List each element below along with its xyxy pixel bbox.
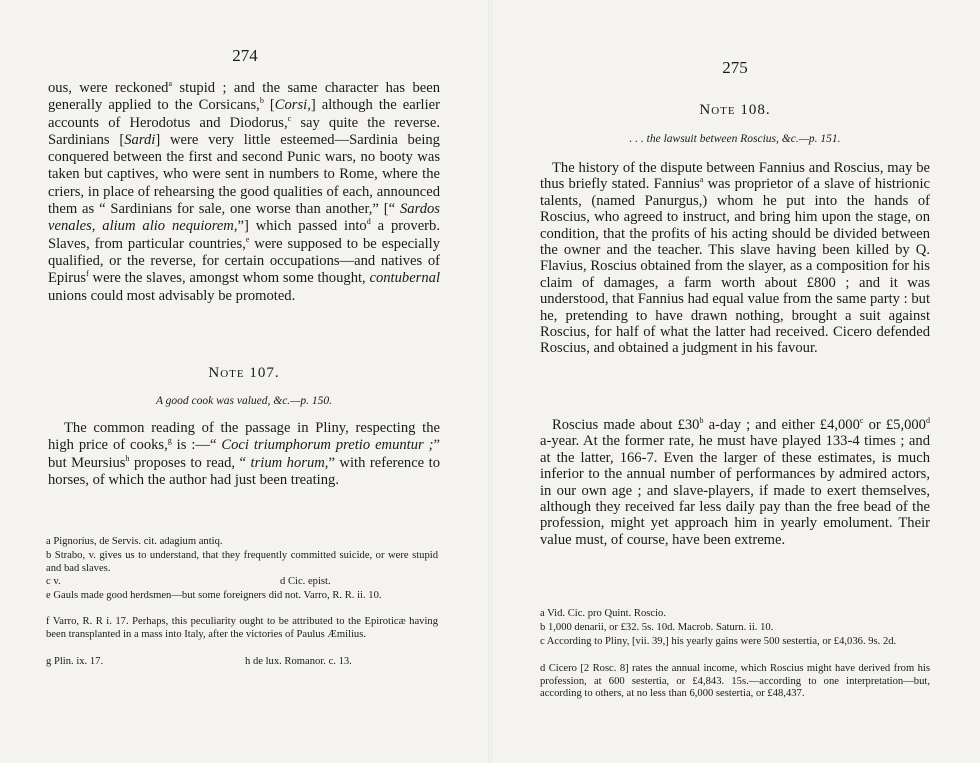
page-number: 274: [232, 46, 258, 65]
footnote-c: c According to Pliny, [vii. 39,] his yearly gains were 500 sestertia, or £4,036. 9s. 2d.: [540, 636, 897, 647]
footnote-d: d Cicero [2 Rosc. 8] rates the annual income, which Roscius might have derived from his profession, at 600 sestertia, or £4,843. 15s.—according to one interpretation—but, according to others, at no less than 6,000 sestertia, or £48,437.: [540, 663, 930, 700]
footnote-b: b 1,000 denarii, or £32. 5s. 10d. Macrob. Saturn. ii. 10.: [540, 622, 774, 633]
footnote-c: c v.: [46, 576, 61, 587]
right-page: [490, 0, 980, 763]
footnote-e: e Gauls made good herdsmen—but some foreigners did not. Varro, R. R. ii. 10.: [46, 590, 382, 601]
footnote-d: d Cic. epist.: [280, 576, 331, 587]
note-paragraph-2: Roscius made about £30$^b$ a-day ; and either £4,000$^c$ or £5,000$^d$ a-year. At the former rate, he must have played 133-4 times ; and at the latter, 166-7. Even the larger of these estimates, is much inferior to the annual number of performances by admired actors, in our own age ; and slave-players, if made to exert themselves, although they received far less daily pay than the free bead of the profession, might yet approach him in yearly emolument. Their value must, of course, have been extreme.: [540, 416, 930, 548]
footnote-a: a Pignorius, de Servis. cit. adagium antiq.: [46, 536, 223, 547]
note-title: Note 108.: [699, 102, 771, 118]
note-reference: . . . the lawsuit between Roscius, &c.—p. 151.: [629, 133, 841, 145]
continuation-text: ous, were reckoned$^a$ stupid ; and the same character has been generally applied to the Corsicans,$^b$ [Corsi,] although the earlier accounts of Herodotus and Diodorus,$^c$ say quite the reverse. Sardinians [Sardi] were very little esteemed—Sardinia being conquered between the first and second Punic wars, no booty was taken but captives, who were sent in numbers to Rome, where the criers, in place of rehearsing the good qualities of each, announced them as “ Sardinians for sale, one worse than another,” [“ Sardos venales, alium alio nequiorem,”] which passed into$^d$ a proverb. Slaves, from particular countries,$^e$ were supposed to be especially qualified, or the reverse, for certain occupations—and natives of Epirus$^f$ were the slaves, amongst whom some thought, contubernal unions could most advisably be promoted.: [48, 79, 441, 304]
footnote-f: f Varro, R. R i. 17. Perhaps, this peculiarity ought to be attributed to the Epiroticæ having been transplanted in a mass into Italy, after the victories of Paulus Æmilius.: [46, 616, 438, 640]
note-title: Note 107.: [208, 365, 280, 381]
page-number: 275: [722, 58, 748, 77]
footnote-a: a Vid. Cic. pro Quint. Roscio.: [540, 608, 666, 619]
note-paragraph-1: The history of the dispute between Fannius and Roscius, may be thus briefly stated. Fannius$^a$ was proprietor of a slave of histrionic talents, (named Panurgus,) whom he put into the hands of Roscius, who agreed to instruct, and bring him upon the stage, on condition, that the profits of his acting should be divided between the owner and the teacher. This slave having been killed by Q. Flavius, Roscius obtained from the slayer, as a composition for his claim of damages, a farm worth about £800 ; and it was understood, that Fannius had equal value from the same party : but he, pretending to have drawn nothing, brought a suit against Roscius, for half of what the latter had received. Cicero defended Roscius, and obtained a judgment in his favour.: [540, 160, 930, 357]
footnote-g: g Plin. ix. 17.: [46, 656, 104, 667]
footnote-h: h de lux. Romanor. c. 13.: [245, 656, 352, 667]
note-text: The common reading of the passage in Pliny, respecting the high price of cooks,$^g$ is :—“ Coci triumphorum pretio emuntur ;” but Meursius$^h$ proposes to read, “ trium horum,” with reference to horses, of which the author had just been treating.: [48, 420, 441, 488]
note-reference: A good cook was valued, &c.—p. 150.: [155, 395, 333, 407]
footnote-b: b Strabo, v. gives us to understand, that they frequently committed suicide, or were stupid and bad slaves.: [46, 550, 438, 574]
